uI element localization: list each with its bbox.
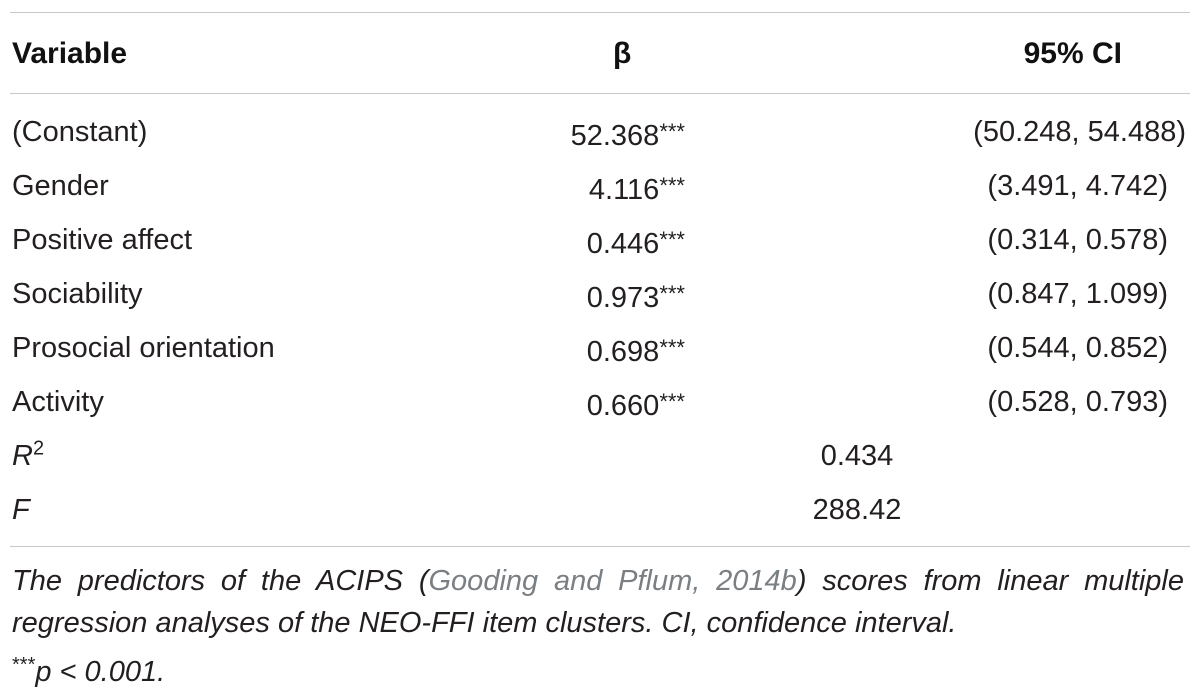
row-beta: 0.446***: [586, 227, 685, 260]
header-ci: 95% CI: [1023, 37, 1122, 70]
row-ci: (0.847, 1.099): [987, 278, 1168, 310]
stat-label: $R^2$: [12, 437, 45, 472]
row-ci: (3.491, 4.742): [987, 170, 1168, 202]
table-bottom-rule: [10, 546, 1190, 547]
significance-stars: ***: [659, 119, 685, 144]
table-caption: The predictors of the ACIPS (Gooding and Pflum, 2014b) scores from linear multiple regression analyses of the NEO-FFI item clusters. CI, confidence interval. ***p < 0.001.: [12, 565, 1185, 688]
significance-stars: ***: [659, 227, 685, 252]
table-top-rule: [10, 12, 1190, 13]
row-beta: 52.368***: [570, 119, 685, 152]
stat-label: F: [12, 494, 30, 526]
row-ci: (0.544, 0.852): [987, 332, 1168, 364]
row-ci: (50.248, 54.488): [973, 116, 1186, 148]
significance-stars: ***: [659, 335, 685, 360]
row-variable: Positive affect: [12, 224, 193, 256]
row-beta: 0.973***: [586, 281, 685, 314]
header-beta: β: [613, 37, 632, 70]
footnote-stars: ***: [12, 654, 36, 676]
header-rule: [10, 93, 1190, 94]
footnote-text: p < 0.001.: [35, 656, 166, 688]
row-beta: 4.116***: [588, 173, 685, 206]
stat-value: 0.434: [820, 440, 894, 472]
row-variable: Sociability: [12, 278, 143, 310]
citation-link[interactable]: Gooding and Pflum, 2014b: [428, 565, 797, 597]
row-beta: 0.660***: [586, 389, 685, 422]
row-variable: Prosocial orientation: [12, 332, 275, 364]
row-variable: Activity: [12, 386, 104, 418]
row-beta: 0.698***: [586, 335, 685, 368]
stat-value: 288.42: [812, 494, 902, 526]
header-variable: Variable: [12, 37, 128, 70]
row-variable: (Constant): [12, 116, 148, 148]
row-ci: (0.314, 0.578): [987, 224, 1168, 256]
significance-stars: ***: [659, 173, 685, 198]
row-variable: Gender: [12, 170, 109, 202]
significance-stars: ***: [659, 389, 685, 414]
significance-stars: ***: [659, 281, 685, 306]
row-ci: (0.528, 0.793): [987, 386, 1168, 418]
